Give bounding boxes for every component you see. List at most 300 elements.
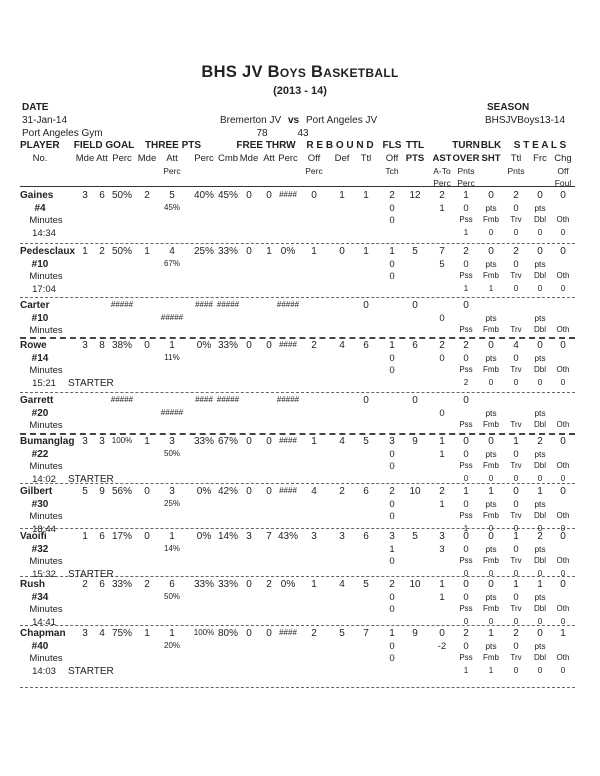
col-group-ttl: TTL xyxy=(405,140,425,151)
stat-value: 0 xyxy=(488,340,494,351)
three-pt-att-perc: 67% xyxy=(163,258,181,268)
col-subheader-pnts: Pnts xyxy=(507,166,525,176)
turnover-points: 0 xyxy=(463,498,469,510)
pts-label: pts xyxy=(534,258,546,269)
away-team: Port Angeles JV xyxy=(306,115,378,126)
turnover-points: 0 xyxy=(463,591,469,603)
stat-value: 3 xyxy=(169,486,175,497)
stat-value: ##### xyxy=(216,395,240,404)
stat-value: 2 xyxy=(463,628,469,639)
stat-value: 3 xyxy=(246,531,252,542)
turnover-type-value: 0 xyxy=(560,473,566,483)
stat-value: 67% xyxy=(217,436,239,447)
stat-value: 0 xyxy=(537,340,543,351)
three-pt-att-perc: 50% xyxy=(163,591,181,601)
three-pt-att-perc: 45% xyxy=(163,202,181,212)
assist-to: 1 xyxy=(439,202,445,214)
col-group-free_thrw: FREE THRW xyxy=(236,140,296,151)
turnover-type-value: 0 xyxy=(513,616,519,626)
stat-value: 8 xyxy=(99,340,105,351)
stat-value: 0% xyxy=(280,579,296,590)
stat-value: 2 xyxy=(513,628,519,639)
pts-label: pts xyxy=(485,640,497,651)
col-group-rebound: R E B O U N D xyxy=(306,140,374,151)
turnover-type-label: Fmb xyxy=(483,215,499,225)
turnover-type-value: 0 xyxy=(513,227,519,237)
turnover-type-label: Pss xyxy=(459,365,473,375)
stat-value: 50% xyxy=(111,246,133,257)
minutes-label: Minutes xyxy=(29,511,63,523)
away-score: 43 xyxy=(297,128,309,139)
turnover-type-value: 1 xyxy=(488,283,494,293)
assist-to: 3 xyxy=(439,543,445,555)
minutes-played: 14:41 xyxy=(32,616,56,628)
pts-label: pts xyxy=(534,498,546,509)
col-header-mde: Mde xyxy=(75,153,95,164)
stat-value: 5 xyxy=(412,246,418,257)
turnover-type-label: Trv xyxy=(510,215,522,225)
stat-value: 1 xyxy=(144,436,150,447)
turnover-type-label: Fmb xyxy=(483,556,499,566)
row-separator xyxy=(20,392,575,393)
steal-points: 0 xyxy=(513,202,519,214)
turnover-type-label: Pss xyxy=(459,511,473,521)
turnover-type-label: Pss xyxy=(459,556,473,566)
player-number: #40 xyxy=(31,640,49,652)
stat-value: 4 xyxy=(339,436,345,447)
stat-value: #### xyxy=(279,486,297,495)
turnover-type-value: 0 xyxy=(513,377,519,387)
player-name: Pedesclaux xyxy=(20,246,76,257)
fouls-extra: 0 xyxy=(389,461,395,473)
turnover-type-value: 1 xyxy=(463,523,469,533)
stat-value: ##### xyxy=(110,300,134,309)
minutes-played: 15:21 xyxy=(32,377,56,389)
stat-value: #### xyxy=(195,300,213,309)
pts-label: pts xyxy=(534,543,546,554)
stat-value: 0 xyxy=(439,628,445,639)
turnover-type-label: Trv xyxy=(510,604,522,614)
stat-value: 42% xyxy=(217,486,239,497)
col-header-over: OVER xyxy=(452,153,480,164)
minutes-label: Minutes xyxy=(29,556,63,568)
turnover-type-label: Oth xyxy=(556,604,570,614)
stat-value: #### xyxy=(279,340,297,349)
three-pt-att-perc: ##### xyxy=(160,407,184,417)
pts-label: pts xyxy=(534,640,546,651)
stat-value: 0 xyxy=(560,486,566,497)
three-pt-att-perc: 25% xyxy=(163,498,181,508)
steal-points: 0 xyxy=(513,640,519,652)
col-header-mde: Mde xyxy=(239,153,259,164)
stat-value: 1 xyxy=(311,246,317,257)
stat-value: 2 xyxy=(99,246,105,257)
col-subheader-perc: Perc xyxy=(163,166,181,176)
stat-value: 1 xyxy=(537,579,543,590)
turnover-type-value: 0 xyxy=(463,616,469,626)
col-header-sht: SHT xyxy=(481,153,501,164)
stat-value: 0% xyxy=(196,340,212,351)
stat-value: 6 xyxy=(363,486,369,497)
stat-value: 0 xyxy=(246,436,252,447)
turnover-type-value: 0 xyxy=(560,568,566,578)
turnover-type-label: Fmb xyxy=(483,420,499,430)
stat-value: 40% xyxy=(193,190,215,201)
turnover-type-value: 0 xyxy=(560,283,566,293)
starter-label: STARTER xyxy=(68,665,114,677)
turnover-type-label: Dbl xyxy=(533,511,547,521)
stat-value: ##### xyxy=(216,300,240,309)
stat-value: 2 xyxy=(311,628,317,639)
stat-value: 3 xyxy=(439,531,445,542)
col-header-perc: Perc xyxy=(194,153,214,164)
turnover-type-label: Fmb xyxy=(483,325,499,335)
steal-points: 0 xyxy=(513,498,519,510)
stat-value: 17% xyxy=(111,531,133,542)
turnover-type-label: Dbl xyxy=(533,604,547,614)
stat-value: 2 xyxy=(389,486,395,497)
stat-value: 3 xyxy=(389,436,395,447)
stat-value: 80% xyxy=(217,628,239,639)
turnover-type-label: Trv xyxy=(510,556,522,566)
venue: Port Angeles Gym xyxy=(22,128,103,139)
minutes-label: Minutes xyxy=(29,271,63,283)
turnover-type-value: 0 xyxy=(513,473,519,483)
fouls-tch: 0 xyxy=(389,352,395,364)
player-name: Rowe xyxy=(20,340,47,351)
turnover-type-value: 0 xyxy=(537,377,543,387)
stat-value: 1 xyxy=(537,486,543,497)
starter-label: STARTER xyxy=(68,377,114,389)
turnover-points: 0 xyxy=(463,640,469,652)
stat-value: 2 xyxy=(439,190,445,201)
stat-value: 1 xyxy=(169,531,175,542)
stat-value: 0 xyxy=(246,246,252,257)
stat-value: 100% xyxy=(193,628,215,637)
row-separator xyxy=(20,337,575,339)
stat-value: 12 xyxy=(409,190,421,201)
turnover-type-value: 0 xyxy=(560,377,566,387)
turnover-type-label: Oth xyxy=(556,461,570,471)
stat-value: 0% xyxy=(280,246,296,257)
stat-value: 3 xyxy=(82,436,88,447)
pts-label: pts xyxy=(534,352,546,363)
turnover-type-value: 0 xyxy=(463,568,469,578)
col-header-def: Def xyxy=(334,153,350,164)
stat-value: 1 xyxy=(144,246,150,257)
col-subheader-off_foul: Off xyxy=(557,166,569,176)
turnover-type-label: Trv xyxy=(510,365,522,375)
stat-value: 0 xyxy=(537,190,543,201)
stat-value: 38% xyxy=(111,340,133,351)
stat-value: 14% xyxy=(217,531,239,542)
stat-value: 50% xyxy=(111,190,133,201)
stat-value: 0 xyxy=(488,190,494,201)
stat-value: 0 xyxy=(144,531,150,542)
stat-value: ##### xyxy=(276,395,300,404)
player-number: #14 xyxy=(31,352,49,364)
stat-value: 3 xyxy=(99,436,105,447)
player-number: #20 xyxy=(31,407,49,419)
stat-value: 0 xyxy=(488,246,494,257)
stat-value: 1 xyxy=(311,436,317,447)
pts-label: pts xyxy=(485,202,497,213)
stat-value: 33% xyxy=(217,579,239,590)
turnover-points: 0 xyxy=(463,352,469,364)
stat-value: 0 xyxy=(513,486,519,497)
stat-value: 25% xyxy=(193,246,215,257)
stat-value: 7 xyxy=(266,531,272,542)
stat-value: 0% xyxy=(196,531,212,542)
stat-value: 0 xyxy=(246,340,252,351)
player-name: Vaoifi xyxy=(20,531,47,542)
turnover-type-value: 1 xyxy=(463,227,469,237)
steal-points: 0 xyxy=(513,258,519,270)
home-team: Bremerton JV xyxy=(220,115,282,126)
turnover-points: 0 xyxy=(463,543,469,555)
stat-value: 1 xyxy=(82,531,88,542)
assist-to: -2 xyxy=(437,640,447,652)
turnover-points: 0 xyxy=(463,202,469,214)
turnover-type-value: 1 xyxy=(463,665,469,675)
col-subheader-tch: Tch xyxy=(385,166,399,176)
stat-value: 43% xyxy=(277,531,299,542)
fouls-tch: 0 xyxy=(389,591,395,603)
fouls-tch: 0 xyxy=(389,640,395,652)
fouls-extra: 0 xyxy=(389,271,395,283)
stat-value: 33% xyxy=(217,340,239,351)
row-separator xyxy=(20,243,575,244)
stat-value: 10 xyxy=(409,486,421,497)
turnover-type-value: 0 xyxy=(537,227,543,237)
player-number: #10 xyxy=(31,312,49,324)
col-group-steals: S T E A L S xyxy=(513,140,567,151)
stat-value: ##### xyxy=(276,300,300,309)
stat-value: 0 xyxy=(488,436,494,447)
steal-points: 0 xyxy=(513,448,519,460)
turnover-points: 0 xyxy=(463,258,469,270)
stat-value: 33% xyxy=(111,579,133,590)
stat-value: 1 xyxy=(363,190,369,201)
player-number: #30 xyxy=(31,498,49,510)
stat-value: 6 xyxy=(169,579,175,590)
pts-label: pts xyxy=(485,312,497,323)
fouls-extra: 0 xyxy=(389,365,395,377)
turnover-type-value: 1 xyxy=(488,665,494,675)
col-header-ast: AST xyxy=(432,153,452,164)
stat-value: 1 xyxy=(311,579,317,590)
stat-value: 33% xyxy=(217,246,239,257)
stat-value: 6 xyxy=(99,579,105,590)
turnover-type-value: 0 xyxy=(537,616,543,626)
stat-value: 100% xyxy=(111,436,133,445)
turnover-type-label: Pss xyxy=(459,325,473,335)
col-subheader-perc: Perc xyxy=(457,178,475,188)
turnover-type-value: 0 xyxy=(488,568,494,578)
col-header-ttl_col: Ttl xyxy=(360,153,372,164)
stat-value: 0 xyxy=(363,300,369,311)
player-number: #32 xyxy=(31,543,49,555)
row-separator xyxy=(20,433,575,435)
col-group-field_goal: FIELD GOAL xyxy=(73,140,135,151)
stat-value: 0 xyxy=(246,628,252,639)
turnover-type-value: 0 xyxy=(537,283,543,293)
fouls-tch: 0 xyxy=(389,498,395,510)
stat-value: 1 xyxy=(439,579,445,590)
stat-value: 5 xyxy=(363,436,369,447)
stat-value: 2 xyxy=(537,531,543,542)
turnover-type-label: Fmb xyxy=(483,511,499,521)
minutes-label: Minutes xyxy=(29,604,63,616)
pts-label: pts xyxy=(534,202,546,213)
minutes-label: Minutes xyxy=(29,325,63,337)
pts-label: pts xyxy=(485,407,497,418)
date-label: DATE xyxy=(22,102,49,113)
turnover-type-value: 0 xyxy=(513,568,519,578)
stat-value: 1 xyxy=(560,628,566,639)
stat-value: 1 xyxy=(488,486,494,497)
col-subheader-perc: Perc xyxy=(305,166,323,176)
stat-value: 0 xyxy=(412,300,418,311)
col-header-chg: Chg xyxy=(554,153,572,164)
pts-label: pts xyxy=(485,591,497,602)
fouls-tch: 1 xyxy=(389,543,395,555)
turnover-type-label: Oth xyxy=(556,420,570,430)
turnover-type-value: 0 xyxy=(560,616,566,626)
turnover-type-value: 0 xyxy=(537,473,543,483)
turnover-type-value: 2 xyxy=(463,377,469,387)
turnover-type-value: 0 xyxy=(488,523,494,533)
pts-label: pts xyxy=(485,498,497,509)
pts-label: pts xyxy=(485,258,497,269)
page-title: BHS JV Boys Basketball xyxy=(201,63,399,81)
turnover-points: 0 xyxy=(463,448,469,460)
fouls-extra: 0 xyxy=(389,653,395,665)
stat-value: 2 xyxy=(144,579,150,590)
stat-value: 6 xyxy=(412,340,418,351)
stat-value: 0 xyxy=(488,531,494,542)
fouls-extra: 0 xyxy=(389,604,395,616)
turnover-type-value: 0 xyxy=(560,227,566,237)
col-group-three_pts: THREE PTS xyxy=(144,140,202,151)
stat-value: 0 xyxy=(560,246,566,257)
turnover-type-value: 0 xyxy=(488,473,494,483)
stat-value: 6 xyxy=(363,531,369,542)
stat-value: 2 xyxy=(311,340,317,351)
assist-to: 0 xyxy=(439,352,445,364)
turnover-type-label: Pss xyxy=(459,271,473,281)
minutes-played: 14:34 xyxy=(32,227,56,239)
col-header-off: Off xyxy=(307,153,321,164)
col-header-mde: Mde xyxy=(137,153,157,164)
col-group-player: PLAYER xyxy=(20,140,60,151)
turnover-type-label: Trv xyxy=(510,325,522,335)
row-separator xyxy=(20,186,575,187)
fouls-tch: 0 xyxy=(389,258,395,270)
season-label: SEASON xyxy=(487,102,530,113)
stat-value: 1 xyxy=(488,628,494,639)
stat-value: 1 xyxy=(513,579,519,590)
stat-value: 0 xyxy=(144,486,150,497)
fouls-extra: 0 xyxy=(389,215,395,227)
game-date: 31-Jan-14 xyxy=(22,115,68,126)
stat-value: 1 xyxy=(389,340,395,351)
stat-value: 0 xyxy=(246,486,252,497)
stat-value: 75% xyxy=(111,628,133,639)
pts-label: pts xyxy=(534,407,546,418)
stat-value: 1 xyxy=(144,628,150,639)
season-years: (2013 - 14) xyxy=(273,85,327,97)
turnover-type-label: Pss xyxy=(459,215,473,225)
turnover-type-label: Trv xyxy=(510,653,522,663)
turnover-type-value: 0 xyxy=(513,665,519,675)
stat-value: 5 xyxy=(363,579,369,590)
stat-value: 6 xyxy=(99,190,105,201)
minutes-label: Minutes xyxy=(29,215,63,227)
stat-value: 7 xyxy=(363,628,369,639)
three-pt-att-perc: 50% xyxy=(163,448,181,458)
turnover-type-label: Trv xyxy=(510,420,522,430)
vs-label: vs xyxy=(288,115,300,126)
fouls-tch: 0 xyxy=(389,448,395,460)
stat-value: 2 xyxy=(439,486,445,497)
stat-value: 45% xyxy=(217,190,239,201)
player-number: #34 xyxy=(31,591,49,603)
stat-value: 2 xyxy=(537,436,543,447)
player-name: Carter xyxy=(20,300,50,311)
row-separator xyxy=(20,687,575,688)
starter-label: STARTER xyxy=(68,473,114,485)
stat-value: 9 xyxy=(412,628,418,639)
col-subheader-a_to: A-To xyxy=(433,166,451,176)
three-pt-att-perc: 14% xyxy=(163,543,181,553)
stat-value: 0 xyxy=(537,246,543,257)
stat-value: 10 xyxy=(409,579,421,590)
stat-value: 56% xyxy=(111,486,133,497)
turnover-type-label: Fmb xyxy=(483,604,499,614)
stat-value: 5 xyxy=(412,531,418,542)
stat-value: 0 xyxy=(463,395,469,406)
steal-points: 0 xyxy=(513,591,519,603)
stat-value: 1 xyxy=(363,246,369,257)
stat-value: 0 xyxy=(266,340,272,351)
player-number: #4 xyxy=(34,202,46,214)
col-header-frc: Frc xyxy=(533,153,547,164)
player-name: Rush xyxy=(20,579,45,590)
col-group-fls: FLS xyxy=(382,140,402,151)
stat-value: 33% xyxy=(193,436,215,447)
stat-value: 3 xyxy=(82,340,88,351)
col-group-turn: TURN xyxy=(452,140,480,151)
minutes-played: 14:03 xyxy=(32,665,56,677)
stat-value: #### xyxy=(279,436,297,445)
fouls-tch: 0 xyxy=(389,202,395,214)
stat-value: 3 xyxy=(169,436,175,447)
turnover-type-value: 0 xyxy=(560,665,566,675)
pts-label: pts xyxy=(485,543,497,554)
stat-value: 1 xyxy=(266,246,272,257)
player-name: Garrett xyxy=(20,395,54,406)
stat-value: 0 xyxy=(266,628,272,639)
home-score: 78 xyxy=(256,128,268,139)
turnover-type-label: Oth xyxy=(556,653,570,663)
turnover-type-label: Oth xyxy=(556,511,570,521)
stat-value: 0 xyxy=(412,395,418,406)
turnover-type-label: Fmb xyxy=(483,461,499,471)
col-header-att: Att xyxy=(96,153,108,164)
turnover-type-label: Fmb xyxy=(483,271,499,281)
stat-value: #### xyxy=(195,395,213,404)
